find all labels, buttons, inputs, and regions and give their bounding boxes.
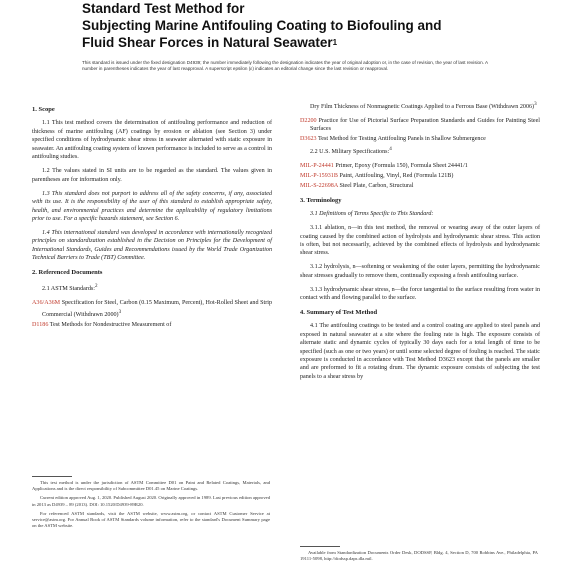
reference-link[interactable]: D3623 bbox=[300, 136, 317, 143]
designation-note: This standard is issued under the fixed designation D4939; the number immediately following the designation indicates the year of original adoption or, in the case of revision, the year of last revision. A number in parentheses indicates the year of last reapproval. A superscript epsilon (ε) indicates an editorial change since the last revision or reapproval. bbox=[82, 60, 488, 72]
footnote-2: Current edition approved Aug. 1, 2020. Published August 2020. Originally approved in 1989. Last previous edition approved in 2013 as D4939 – 89 (2013). DOI: 10.1520/D4939-89R20. bbox=[32, 495, 270, 507]
paragraph-2-2: 2.2 U.S. Military Specifications:$^4$ bbox=[310, 146, 392, 156]
title-line-1: Standard Test Method for bbox=[82, 1, 245, 16]
footnote-3: For referenced ASTM standards, visit the ASTM website, www.astm.org, or contact ASTM Customer Service at service@astm.org. For Annual Book of ASTM Standards volume information, refer to the standard's Document Summary page on the ASTM website. bbox=[32, 510, 270, 529]
reference-mil-p-15931b: MIL-P-15931B Paint, Antifouling, Vinyl, Red (Formula 121B) bbox=[300, 173, 454, 180]
document-title bbox=[82, 0, 552, 51]
paragraph-1-2: 1.2 The values stated in SI units are to be regarded as the standard. The values given in parentheses are for information only. bbox=[32, 168, 272, 183]
paragraph-1-4: 1.4 This international standard was developed in accordance with internationally recognized principles on standardization established in the Decision on Principles for the Development of International Standards, Guides and Recommendations issued by the World Trade Organization Technical Barriers to Trade (TBT) Committee. bbox=[32, 229, 272, 262]
left-footnotes bbox=[32, 480, 270, 532]
referenced-documents-heading: 2. Referenced Documents bbox=[32, 268, 103, 276]
title-footnote-mark: 1 bbox=[332, 38, 338, 47]
paragraph-2-1: 2.1 ASTM Standards:$^2$ bbox=[42, 283, 98, 293]
terminology-heading: 3. Terminology bbox=[300, 196, 342, 204]
reference-d3623: D3623 Test Method for Testing Antifouling Panels in Shallow Submergence bbox=[300, 136, 486, 143]
scope-heading: 1. Scope bbox=[32, 106, 55, 113]
reference-d1186-continued: Dry Film Thickness of Nonmagnetic Coatings Applied to a Ferrous Base (Withdrawn 2006)$^3$ bbox=[310, 101, 537, 111]
left-column bbox=[32, 100, 272, 331]
reference-link[interactable]: A36/A36M bbox=[32, 300, 61, 307]
paragraph-3-1-2: 3.1.2 hydrolysis, n—softening or weakening of the outer layers, permitting the hydrodynamic shear stresses gradually to remove them, continually exposing a fresh antifouling surface. bbox=[300, 264, 540, 279]
reference-mil-p-24441: MIL-P-24441 Primer, Epoxy (Formula 150), Formula Sheet 24441/1 bbox=[300, 163, 468, 170]
title-line-3: Fluid Shear Forces in Natural Seawater bbox=[82, 35, 333, 50]
reference-link[interactable]: MIL-P-24441 bbox=[300, 163, 334, 170]
footnote-divider bbox=[32, 476, 72, 477]
paragraph-3-1: 3.1 Definitions of Terms Specific to This Standard: bbox=[310, 211, 434, 218]
paragraph-3-1-1: 3.1.1 ablation, n—in this test method, the removal or wearing away of the outer layers of coating caused by the combined action of hydrolysis and hydrodynamic shear stress. This action is often, but not necessarily, achieved by the combined effects of hydrolysis and hydrodynamic shear stress. bbox=[300, 225, 540, 257]
footnote-4: Available from Standardization Documents Order Desk, DODSSP, Bldg. 4, Section D, 700 Robbins Ave., Philadelphia, PA 19111-5098, http://dodssp.daps.dla.mil. bbox=[300, 550, 538, 562]
reference-link[interactable]: D1186 bbox=[32, 321, 49, 328]
title-line-2: Subjecting Marine Antifouling Coating to Biofouling and bbox=[82, 18, 442, 33]
right-footnotes bbox=[300, 550, 538, 565]
reference-a36: A36/A36M Specification for Steel, Carbon (0.15 Maximum, Percent), Hot-Rolled Sheet and Strip Commercial (Withdrawn 2000)$^3$ bbox=[32, 300, 272, 318]
footnote-divider-right bbox=[300, 546, 340, 547]
summary-heading: 4. Summary of Test Method bbox=[300, 308, 378, 316]
reference-link[interactable]: D2200 bbox=[300, 117, 317, 124]
paragraph-1-3: 1.3 This standard does not purport to address all of the safety concerns, if any, associated with its use. It is the responsibility of the user of this standard to establish appropriate safety, health, and environmental practices and determine the applicability of regulatory limitations prior to use. For a specific hazards statement, see Section 6. bbox=[32, 190, 272, 222]
reference-d2200: D2200 Practice for Use of Pictorial Surface Preparation Standards and Guides for Painting Steel Surfaces bbox=[300, 117, 540, 133]
right-column bbox=[300, 100, 540, 387]
paragraph-1-1: 1.1 This test method covers the determination of antifouling performance and reduction of thickness of marine antifouling (AF) coatings by erosion or ablation (see Section 3) under specified conditions of hydrodynamic shear stress in seawater alternated with static exposure in seawater. An antifouling coating system of known performance is included to serve as a control in antifouling studies. bbox=[32, 120, 272, 161]
reference-link[interactable]: MIL-P-15931B bbox=[300, 173, 338, 180]
paragraph-3-1-3: 3.1.3 hydrodynamic shear stress, n—the force tangential to the surface resulting from water in contact with and flowing parallel to the surface. bbox=[300, 286, 540, 302]
reference-d1186: D1186 Test Methods for Nondestructive Measurement of bbox=[32, 321, 172, 328]
footnote-1: This test method is under the jurisdiction of ASTM Committee D01 on Paint and Related Coatings, Materials, and Applications and is the direct responsibility of Subcommittee D01.45 on Marine Coatings. bbox=[32, 480, 270, 492]
reference-link[interactable]: MIL-S-22698A bbox=[300, 183, 338, 190]
reference-mil-s-22698a: MIL-S-22698A Steel Plate, Carbon, Structural bbox=[300, 183, 414, 190]
paragraph-4-1: 4.1 The antifouling coatings to be tested and a control coating are applied to steel panels and exposed in natural seawater at a site where the fouling rate is high. The exposure consists of alternate static and dynamic cycles of typically 30 days each for a total length of time to be specified (such as one or two years) or until some selected degree of fouling is reached. The static exposure is conducted in accordance with Test Method D3623 except that the panels are smaller and are preformed to fit a rotating drum. The dynamic exposure consists of subjecting the test panels to a shear stress by bbox=[300, 323, 540, 380]
